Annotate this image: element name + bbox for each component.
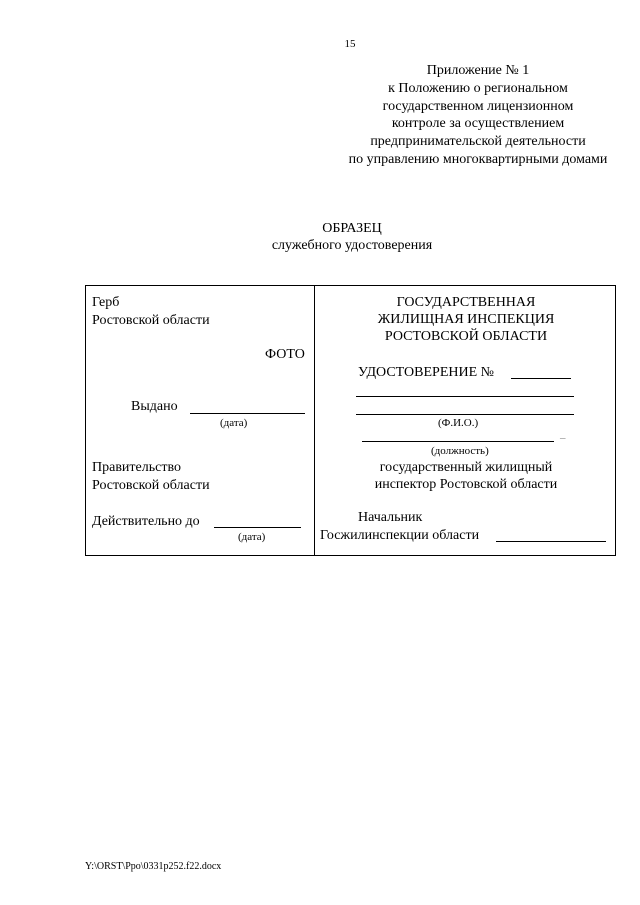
valid-until-line bbox=[214, 527, 301, 528]
page-number: 15 bbox=[344, 38, 356, 50]
issued-label: Выдано bbox=[131, 399, 178, 414]
position-caption: (должность) bbox=[431, 445, 489, 457]
name-line-1 bbox=[356, 396, 574, 397]
appendix-line: контроле за осуществлением bbox=[391, 116, 565, 132]
org-line1: ГОСУДАРСТВЕННАЯ bbox=[396, 295, 536, 310]
heading-title: ОБРАЗЕЦ bbox=[322, 221, 382, 236]
position-dash: – bbox=[560, 432, 566, 444]
valid-until-label: Действительно до bbox=[92, 514, 200, 529]
head-label-line1: Начальник bbox=[358, 510, 423, 525]
valid-until-caption: (дата) bbox=[238, 531, 266, 543]
footer-file-path: Y:\ORST\Ppo\0331p252.f22.docx bbox=[85, 861, 222, 872]
head-label-line2: Госжилинспекции области bbox=[320, 528, 480, 543]
position-line bbox=[362, 441, 554, 442]
issuer-line1: Правительство bbox=[92, 460, 181, 475]
appendix-line: Приложение № 1 bbox=[426, 63, 530, 78]
heading-subtitle: служебного удостоверения bbox=[271, 238, 433, 253]
org-line3: РОСТОВСКОЙ ОБЛАСТИ bbox=[384, 329, 548, 344]
certificate-card bbox=[85, 285, 616, 556]
emblem-label: Герб bbox=[92, 295, 120, 310]
emblem-region: Ростовской области bbox=[92, 313, 210, 328]
appendix-line: к Положению о региональном bbox=[388, 80, 568, 96]
issuer-line2: Ростовской области bbox=[92, 478, 210, 493]
appendix-line: государственном лицензионном bbox=[382, 98, 574, 114]
head-signature-line bbox=[496, 541, 606, 542]
appendix-line: по управлению многоквартирными домами bbox=[348, 151, 608, 167]
issued-date-caption: (дата) bbox=[220, 417, 248, 429]
issued-date-line bbox=[190, 413, 305, 414]
name-line-2 bbox=[356, 414, 574, 415]
certificate-number-line bbox=[511, 378, 571, 379]
name-caption: (Ф.И.О.) bbox=[438, 417, 479, 429]
certificate-number-label: УДОСТОВЕРЕНИЕ № bbox=[358, 365, 495, 380]
photo-placeholder: ФОТО bbox=[265, 347, 305, 362]
document-heading bbox=[0, 220, 640, 254]
inspector-title-line2: инспектор Ростовской области bbox=[374, 477, 558, 492]
appendix-line: предпринимательской деятельности bbox=[370, 134, 586, 150]
inspector-title-line1: государственный жилищный bbox=[379, 460, 553, 475]
appendix-block bbox=[300, 62, 640, 169]
org-line2: ЖИЛИЩНАЯ ИНСПЕКЦИЯ bbox=[377, 312, 555, 327]
